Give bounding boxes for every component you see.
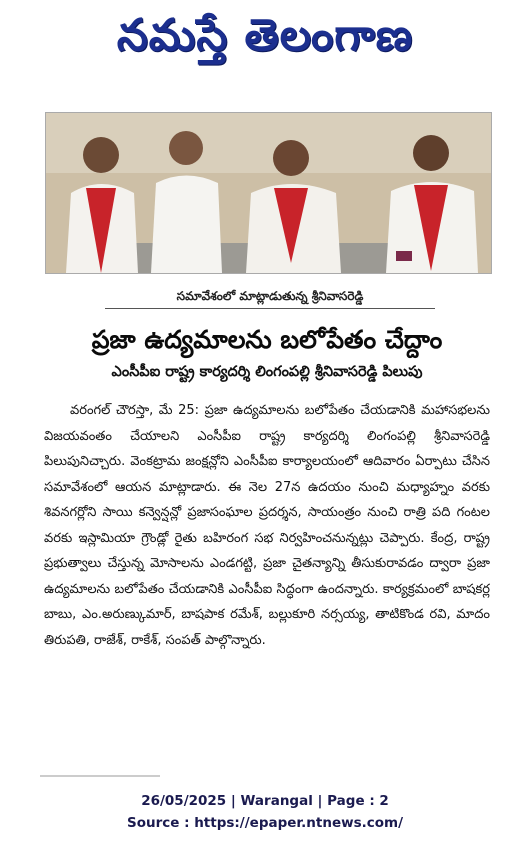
article-photo bbox=[45, 112, 492, 274]
article-headline: ప్రజా ఉద్యమాలను బలోపేతం చేద్దాం bbox=[91, 325, 443, 354]
article-end-rule bbox=[40, 775, 160, 777]
masthead bbox=[0, 0, 530, 82]
page-footer bbox=[0, 790, 530, 834]
caption-divider bbox=[105, 308, 435, 309]
footer-date-edition: 26/05/2025 | Warangal | Page : 2 bbox=[141, 793, 389, 809]
newspaper-title: నమస్తే తెలంగాణ bbox=[116, 10, 414, 61]
article-subheadline: ఎంసీపీఐ రాష్ట్ర కార్యదర్శి లింగంపల్లి శ్రీనివాసరెడ్డి పిలుపు bbox=[111, 364, 423, 380]
photo-caption: సమావేశంలో మాట్లాడుతున్న శ్రీనివాసరెడ్డి bbox=[176, 289, 364, 303]
article-body bbox=[44, 398, 490, 768]
article-paragraph: వరంగల్ చౌరస్తా, మే 25: ప్రజా ఉద్యమాలను బలోపేతం చేయడానికి మహాసభలను విజయవంతం చేయాలని ఎంసీపీఐ రాష్ట్ర కార్యదర్శి లింగంపల్లి శ్రీనివాసరెడ్డి పిలుపునిచ్చారు. వెంకట్రామ జంక్షన్లోని ఎంసీపీఐ కార్యాలయంలో ఆదివారం ఏర్పాటు చేసిన సమావేశంలో ఆయన మాట్లాడారు. ఈ నెల 27న ఉదయం నుంచి మధ్యాహ్నం వరకు శివనగర్లోని సాయి కన్వెన్షన్లో ప్రజాసంఘాల ప్రదర్శన, సాయంత్రం నుంచి రాత్రి పది గంటల వరకు ఇస్లామియా గ్రౌండ్లో రైతు బహిరంగ సభ నిర్వహించనున్నట్లు చెప్పారు. కేంద్ర, రాష్ట్ర ప్రభుత్వాలు చేస్తున్న మోసాలను ఎండగట్టి, ప్రజా చైతన్యాన్ని తీసుకురావడం ద్వారా ప్రజా ఉద్యమాలను బలోపేతం చేయడానికి ఎంసీపీఐ సిద్ధంగా ఉందన్నారు. కార్యక్రమంలో బాషకర్ల బాబు, ఎం.అరుణ్కుమార్, బాషపాక రమేశ్, బల్లుకూరి నర్సయ్య, తాటికొండ రవి, మాదం తిరుపతి, రాజేశ్, రాకేశ్, సంపత్ పాల్గొన్నారు. bbox=[44, 403, 490, 648]
photo-illustration bbox=[46, 113, 491, 273]
footer-source-link[interactable]: Source : https://epaper.ntnews.com/ bbox=[126, 815, 404, 831]
